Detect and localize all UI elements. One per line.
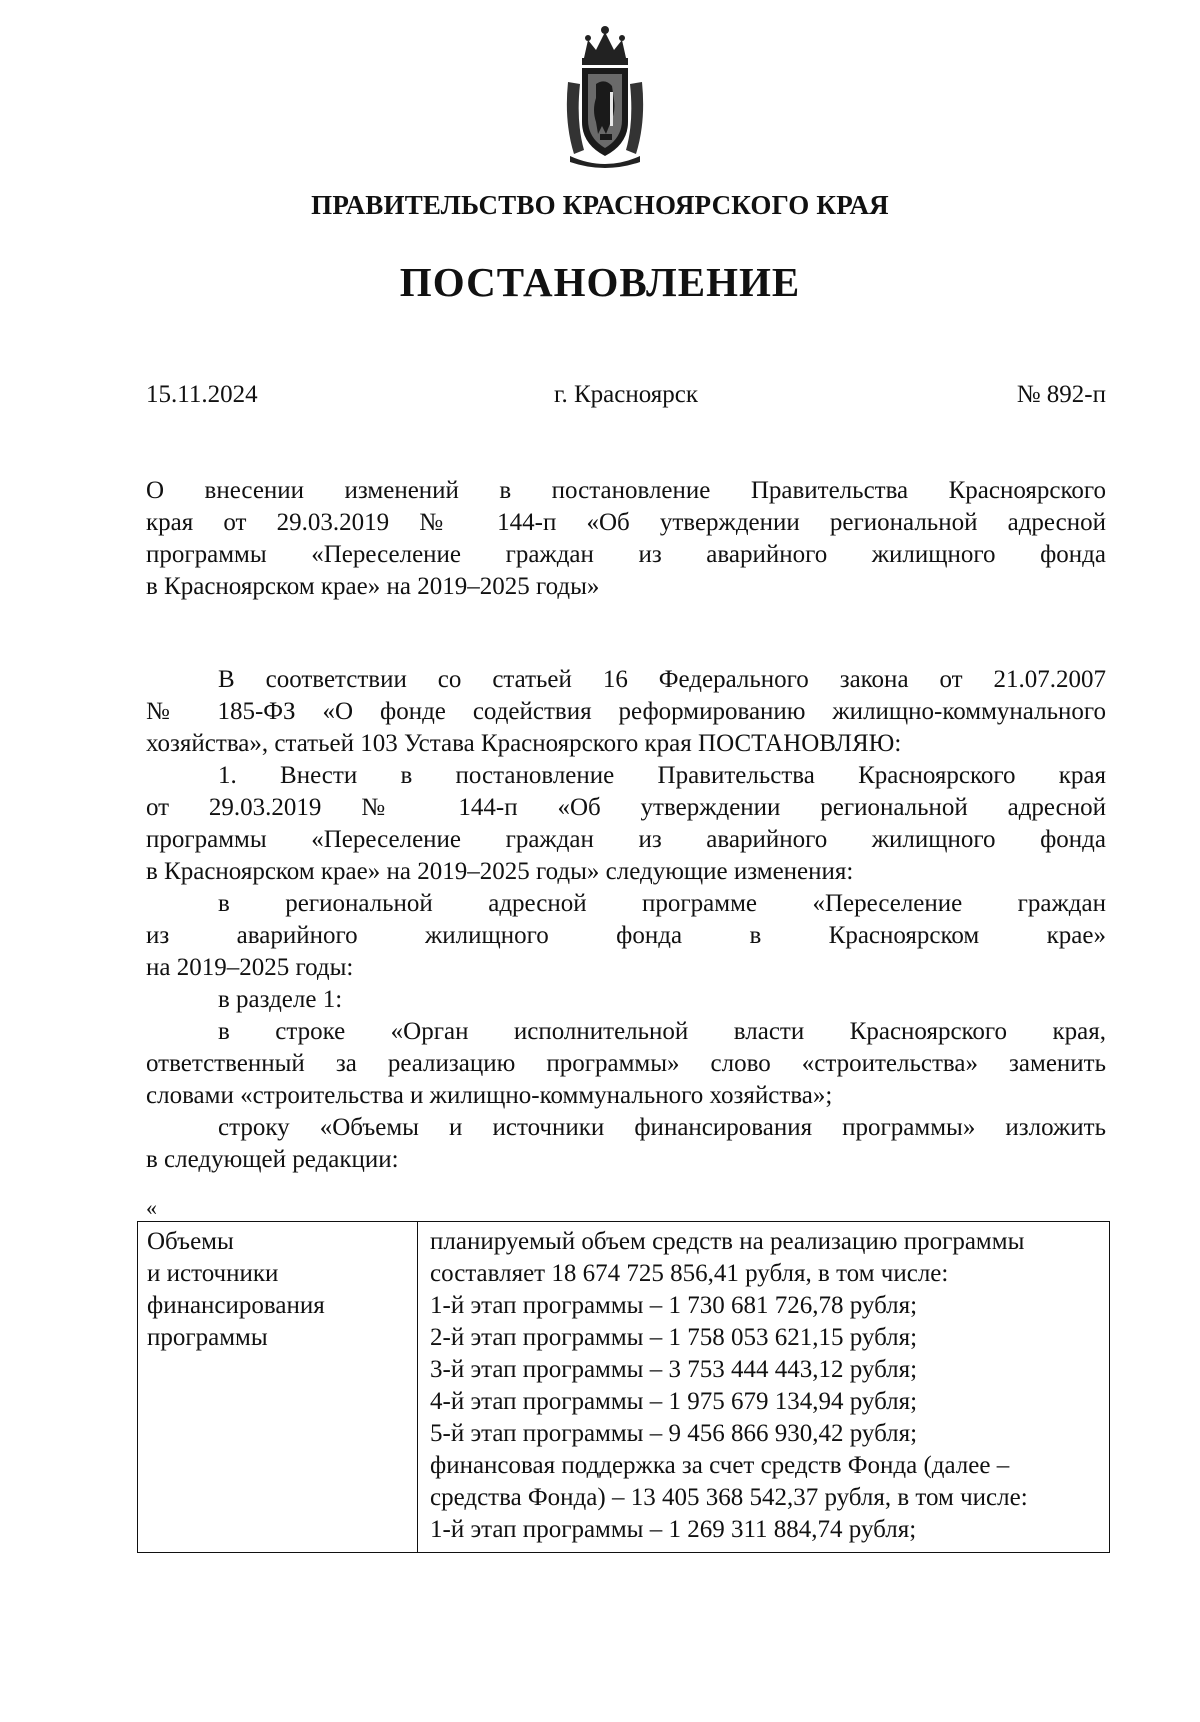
body-line: из аварийного жилищного фонда в Красноярском крае»: [146, 922, 1106, 949]
body-line: в следующей редакции:: [146, 1146, 399, 1173]
value-line: 1-й этап программы – 1 269 311 884,74 рубля;: [430, 1516, 917, 1543]
document-city: г. Красноярск: [554, 381, 698, 408]
body-line: на 2019–2025 годы:: [146, 954, 354, 981]
value-line: финансовая поддержка за счет средств Фонда (далее –: [430, 1452, 1010, 1479]
body-line: в региональной адресной программе «Переселение граждан: [218, 890, 1106, 917]
subject-line: края от 29.03.2019 № 144-п «Об утверждении региональной адресной: [146, 509, 1106, 536]
body-line: программы «Переселение граждан из аварийного жилищного фонда: [146, 826, 1106, 853]
table-label-cell: [138, 1222, 418, 1553]
opening-quote-mark: «: [146, 1195, 157, 1220]
label-line: и источники: [147, 1260, 279, 1287]
document-type-title: ПОСТАНОВЛЕНИЕ: [399, 259, 801, 305]
value-line: планируемый объем средств на реализацию программы: [430, 1228, 1025, 1255]
body-line: 1. Внести в постановление Правительства Красноярского края: [218, 762, 1106, 789]
body-line: В соответствии со статьей 16 Федерального закона от 21.07.2007: [218, 666, 1106, 693]
body-line: ответственный за реализацию программы» слово «строительства» заменить: [146, 1050, 1106, 1077]
document-body: [146, 664, 1106, 1176]
subject-line: О внесении изменений в постановление Правительства Красноярского: [146, 477, 1106, 504]
value-line: составляет 18 674 725 856,41 рубля, в том числе:: [430, 1260, 949, 1287]
body-line: в строке «Орган исполнительной власти Красноярского края,: [218, 1018, 1106, 1045]
document-date: 15.11.2024: [146, 381, 258, 408]
document-subject: [146, 475, 1106, 603]
coat-of-arms-emblem: [560, 22, 650, 172]
body-line: в Красноярском крае» на 2019–2025 годы» следующие изменения:: [146, 858, 854, 885]
body-line: строку «Объемы и источники финансирования программы» изложить: [218, 1114, 1106, 1141]
table-row: [138, 1222, 1110, 1553]
document-meta-row: [146, 381, 1106, 415]
financing-table: [137, 1221, 1110, 1553]
value-line: 5-й этап программы – 9 456 866 930,42 рубля;: [430, 1420, 918, 1447]
value-line: 2-й этап программы – 1 758 053 621,15 рубля;: [430, 1324, 918, 1351]
table-value-cell: [418, 1222, 1110, 1553]
label-line: Объемы: [147, 1228, 234, 1255]
body-line: словами «строительства и жилищно-коммунального хозяйства»;: [146, 1082, 833, 1109]
value-line: 4-й этап программы – 1 975 679 134,94 рубля;: [430, 1388, 918, 1415]
body-line: в разделе 1:: [218, 986, 343, 1013]
subject-line: в Красноярском крае» на 2019–2025 годы»: [146, 573, 600, 600]
label-line: финансирования: [147, 1292, 325, 1319]
value-line: средства Фонда) – 13 405 368 542,37 рубля, в том числе:: [430, 1484, 1028, 1511]
body-line: от 29.03.2019 № 144-п «Об утверждении региональной адресной: [146, 794, 1106, 821]
body-line: № 185-ФЗ «О фонде содействия реформированию жилищно-коммунального: [146, 698, 1106, 725]
document-number: № 892-п: [1016, 381, 1106, 408]
body-line: хозяйства», статьей 103 Устава Красноярского края ПОСТАНОВЛЯЮ:: [146, 730, 902, 757]
label-line: программы: [147, 1324, 268, 1351]
value-line: 1-й этап программы – 1 730 681 726,78 рубля;: [430, 1292, 918, 1319]
government-title: ПРАВИТЕЛЬСТВО КРАСНОЯРСКОГО КРАЯ: [311, 190, 889, 220]
value-line: 3-й этап программы – 3 753 444 443,12 рубля;: [430, 1356, 918, 1383]
subject-line: программы «Переселение граждан из аварийного жилищного фонда: [146, 541, 1106, 568]
